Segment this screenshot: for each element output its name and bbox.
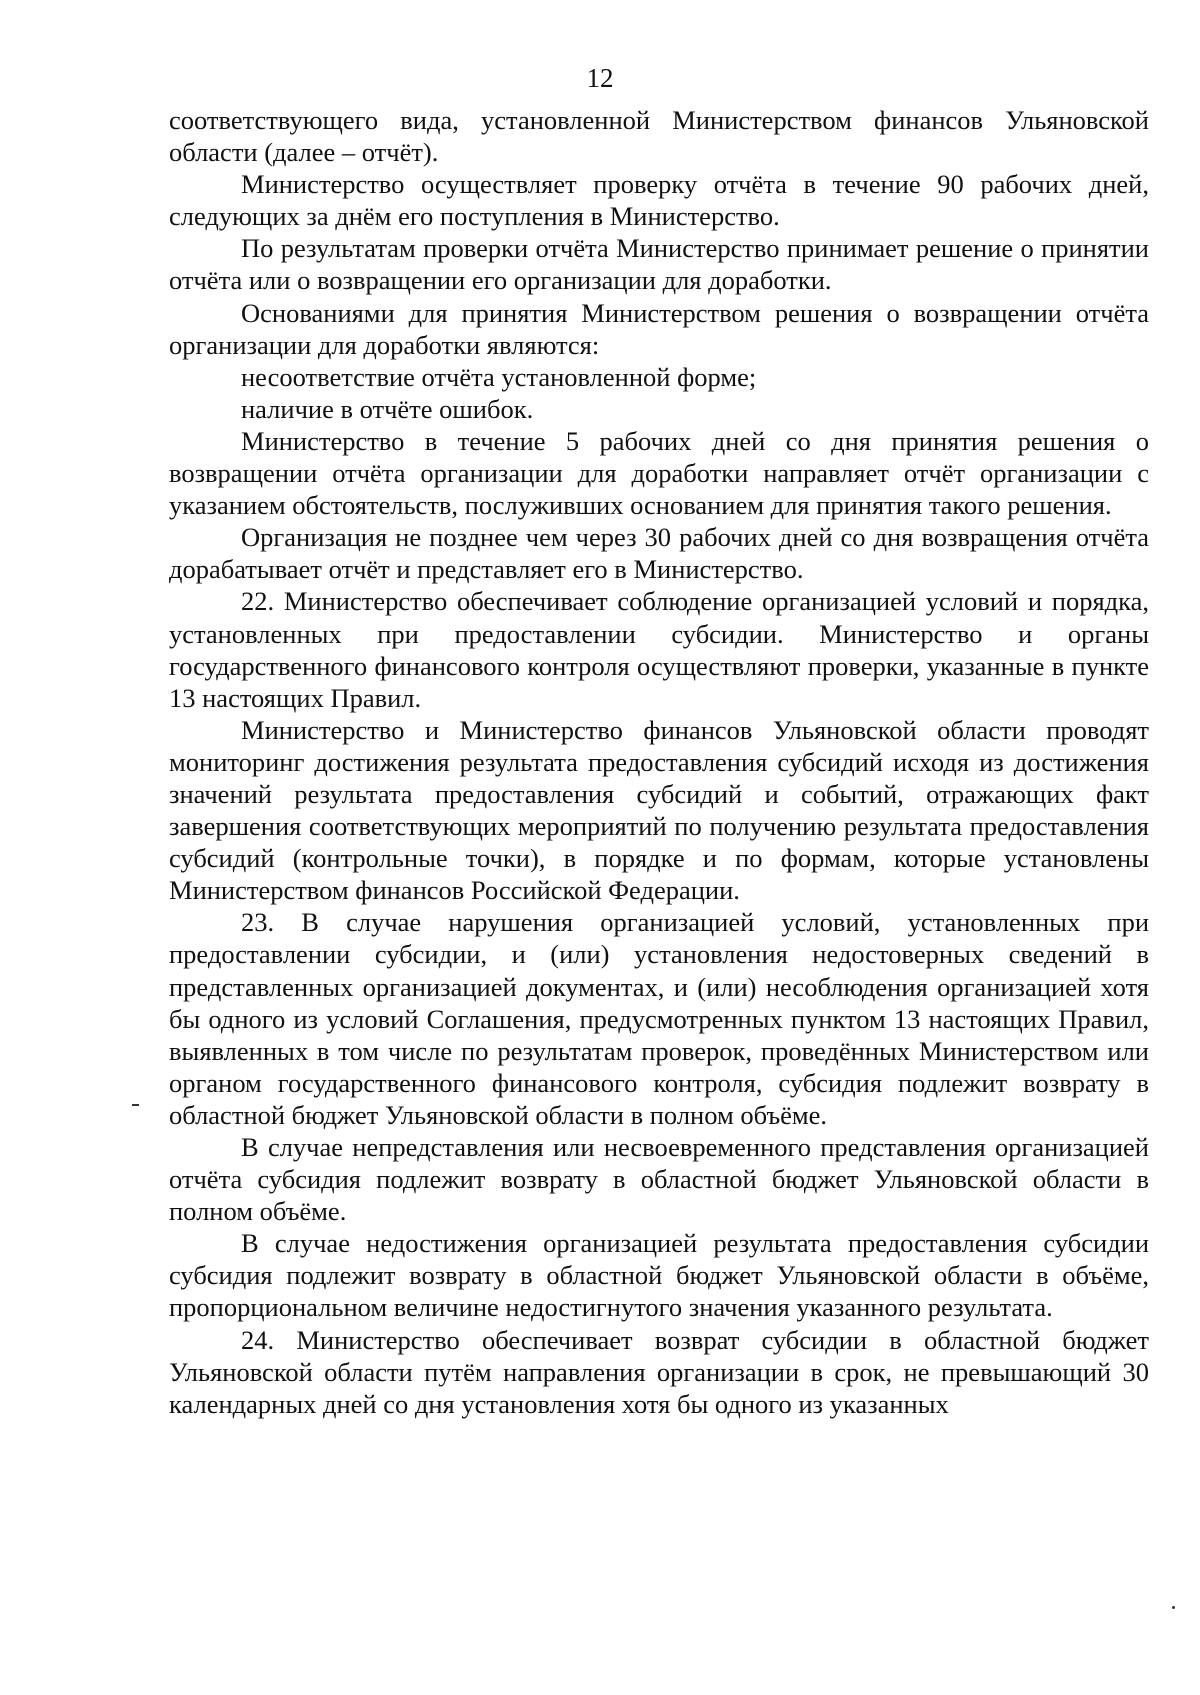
paragraph: Министерство и Министерство финансов Ульяновской области проводят мониторинг достижения результата предоставления субсидий исходя из достижения значений результата предоставления субсидий и событий, отражающих факт завершения соответствующих мероприятий по получению результата предоставления субсидий (контрольные точки), в порядке и по формам, которые установлены Министерством финансов Российской Федерации.: [169, 714, 1149, 906]
list-item: наличие в отчёте ошибок.: [241, 393, 534, 424]
margin-dot-mark: [1172, 1606, 1175, 1609]
paragraph: По результатам проверки отчёта Министерство принимает решение о принятии отчёта или о возвращении его организации для доработки.: [169, 233, 1149, 296]
paragraph: Организация не позднее чем через 30 рабочих дней со дня возвращения отчёта дорабатывает отчёт и представляет его в Министерство.: [169, 522, 1149, 585]
page-number: 12: [586, 63, 614, 93]
paragraph: Основаниями для принятия Министерством решения о возвращении отчёта организации для доработки являются:: [169, 297, 1149, 360]
margin-dash-mark: [132, 1104, 139, 1106]
list-item: несоответствие отчёта установленной форме;: [241, 361, 757, 392]
paragraph: Министерство в течение 5 рабочих дней со дня принятия решения о возвращении отчёта организации для доработки направляет отчёт организации с указанием обстоятельств, послуживших основанием для принятия такого решения.: [169, 425, 1149, 521]
paragraph: В случае непредставления или несвоевременного представления организацией отчёта субсидия подлежит возврату в областной бюджет Ульяновской области в полном объёме.: [169, 1132, 1149, 1227]
paragraph: Министерство осуществляет проверку отчёта в течение 90 рабочих дней, следующих за днём его поступления в Министерство.: [169, 169, 1149, 232]
paragraph-24: 24. Министерство обеспечивает возврат субсидии в областной бюджет Ульяновской области путём направления организации в срок, не превышающий 30 календарных дней со дня установления хотя бы одного из указанных: [169, 1324, 1149, 1419]
paragraph: соответствующего вида, установленной Министерством финансов Ульяновской области (далее – отчёт).: [169, 105, 1149, 168]
paragraph: В случае недостижения организацией результата предоставления субсидии субсидия подлежит возврату в областной бюджет Ульяновской области в объёме, пропорциональном величине недостигнутого значения указанного результата.: [169, 1228, 1149, 1323]
paragraph-23: 23. В случае нарушения организацией условий, установленных при предоставлении субсидии, и (или) установления недостоверных сведений в представленных организацией документах, и (или) несоблюдения организацией хотя бы одного из условий Соглашения, предусмотренных пунктом 13 настоящих Правил, выявленных в том числе по результатам проверок, проведённых Министерством или органом государственного финансового контроля, субсидия подлежит возврату в областной бюджет Ульяновской области в полном объёме.: [169, 907, 1149, 1130]
document-body: [169, 104, 1149, 1420]
paragraph-22: 22. Министерство обеспечивает соблюдение организацией условий и порядка, установленных при предоставлении субсидии. Министерство и органы государственного финансового контроля осуществляют проверки, указанные в пункте 13 настоящих Правил.: [169, 586, 1149, 713]
